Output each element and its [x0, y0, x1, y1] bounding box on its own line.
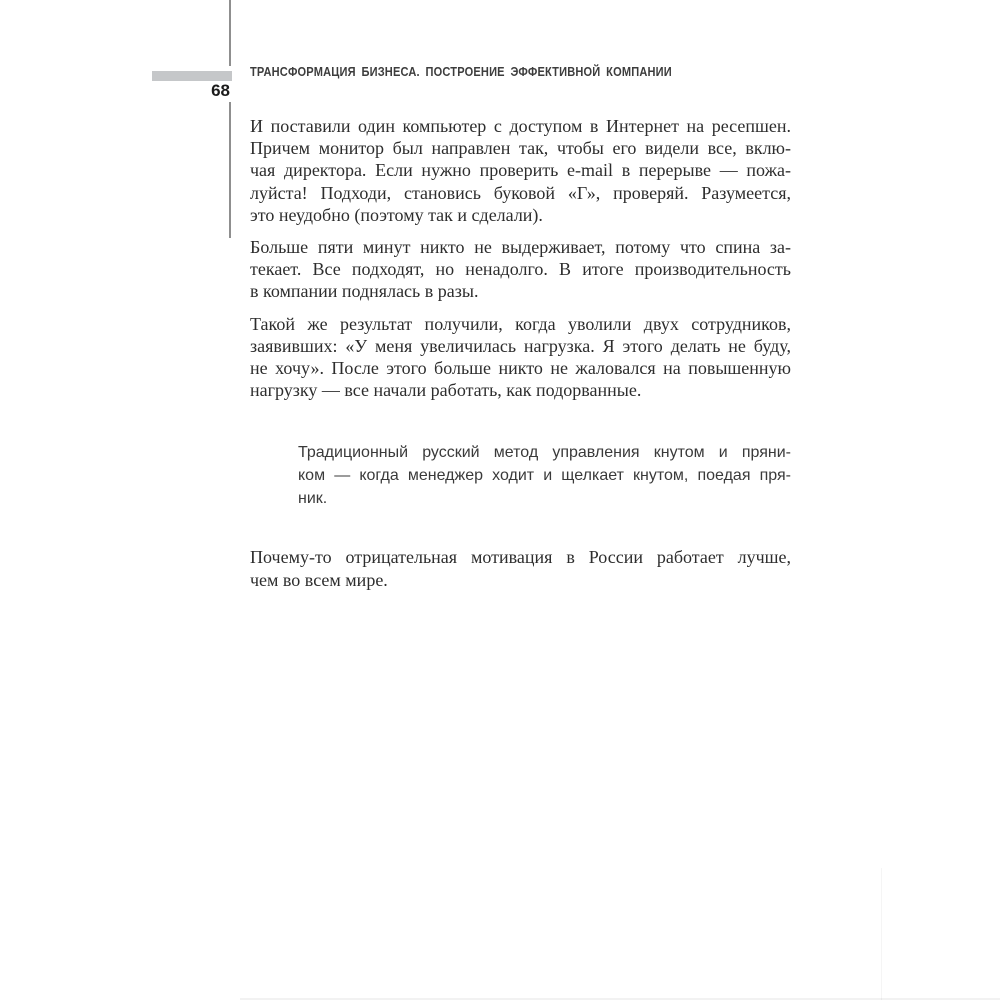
text-line: ник.	[298, 490, 328, 508]
paragraph-3	[250, 313, 791, 402]
paragraph-1	[250, 115, 791, 226]
text-line: ком — когда менеджер ходит и щелкает кнутом, поедая пря-	[298, 467, 791, 485]
text-line: чем во всем мире.	[250, 569, 388, 590]
text-line: заявивших: «У меня увеличилась нагрузка. Я этого делать не буду,	[250, 335, 791, 356]
text-line: Больше пяти минут никто не выдерживает, потому что спина за-	[250, 237, 791, 258]
vertical-rule-top	[229, 0, 231, 66]
text-column	[250, 115, 791, 601]
header-ornament-bar	[152, 71, 232, 81]
aphorism-block	[298, 441, 791, 510]
vertical-rule-middle	[229, 102, 231, 238]
text-line: Традиционный русский метод управления кнутом и пряни-	[298, 444, 791, 462]
page-scan-edge-right	[881, 868, 882, 1000]
page-number: 68	[211, 81, 230, 100]
paragraph-2	[250, 236, 791, 303]
text-line: не хочу». После этого больше никто не жаловался на повышенную	[250, 358, 791, 379]
text-line: это неудобно (поэтому так и сделали).	[250, 204, 543, 225]
text-line: луйста! Подходи, становись буковой «Г», проверяй. Разумеется,	[250, 182, 791, 203]
text-line: И поставили один компьютер с доступом в Интернет на ресепшен.	[250, 116, 791, 136]
text-line: Почему-то отрицательная мотивация в России работает лучше,	[250, 547, 791, 568]
text-line: чая директора. Если нужно проверить e-mail в перерыве — пожа-	[250, 160, 791, 181]
text-line: в компании поднялась в разы.	[250, 281, 479, 302]
running-head: ТРАНСФОРМАЦИЯ БИЗНЕСА. ПОСТРОЕНИЕ ЭФФЕКТИВНОЙ КОМПАНИИ	[250, 64, 672, 79]
text-line: нагрузку — все начали работать, как подорванные.	[250, 380, 642, 401]
text-line: текает. Все подходят, но ненадолго. В итоге производительность	[250, 259, 791, 280]
text-line: Причем монитор был направлен так, чтобы его видели все, вклю-	[250, 138, 791, 159]
paragraph-4	[250, 546, 791, 590]
text-line: Такой же результат получили, когда уволили двух сотрудников,	[250, 313, 791, 334]
